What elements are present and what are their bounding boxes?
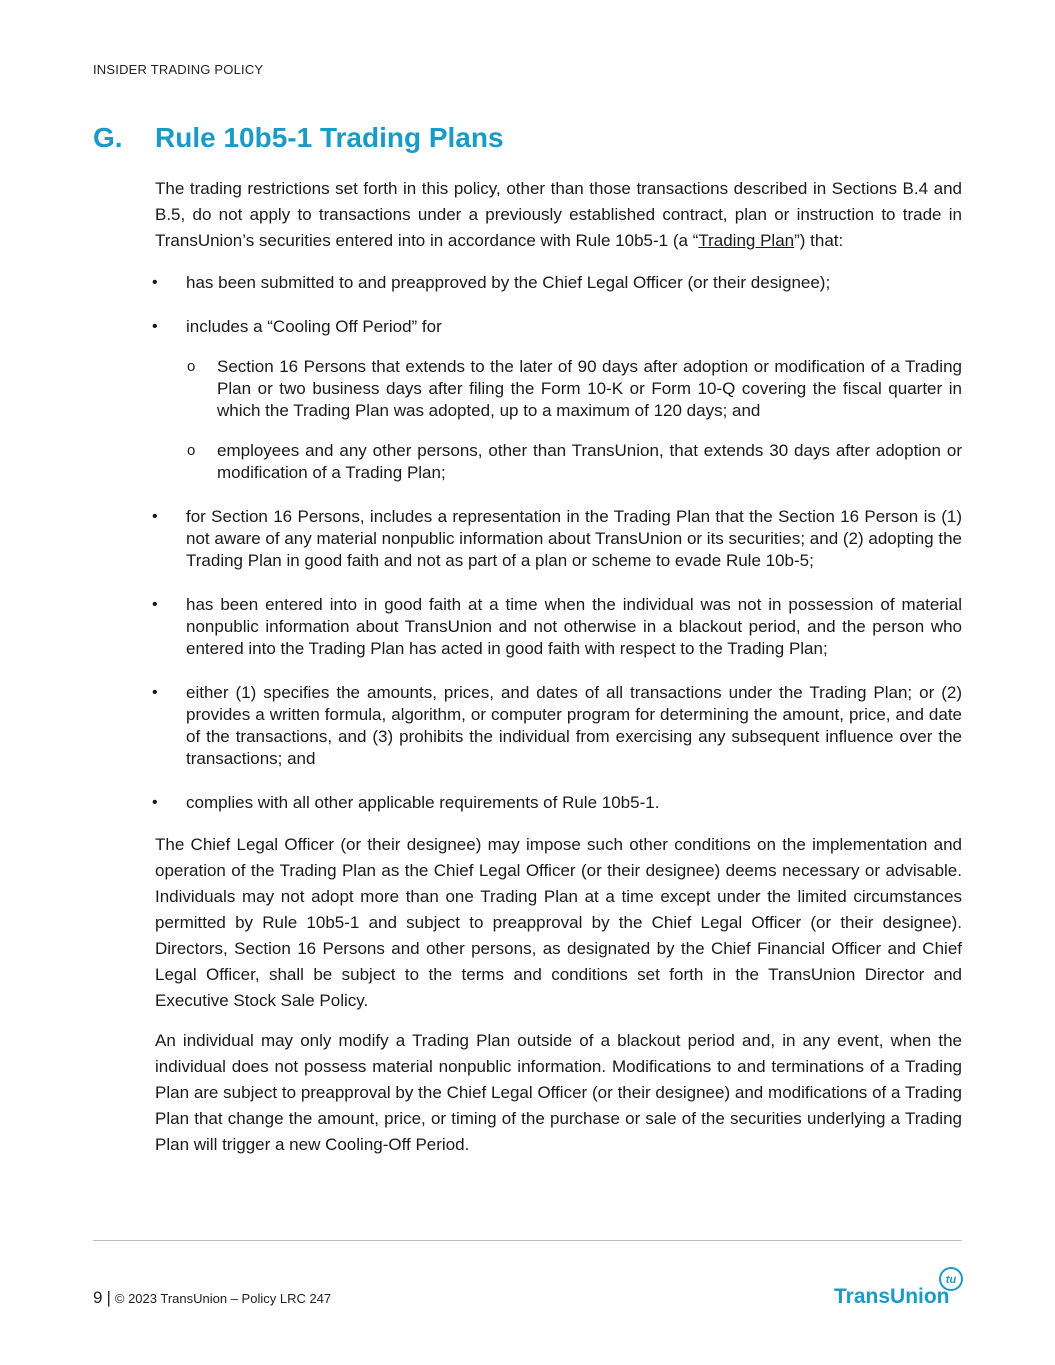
- running-header: INSIDER TRADING POLICY: [93, 62, 264, 77]
- defined-term-trading-plan: Trading Plan: [698, 231, 795, 250]
- section-title: Rule 10b5-1 Trading Plans: [155, 122, 504, 153]
- bullet-dot-icon: •: [152, 684, 158, 701]
- footer-info: [93, 1288, 331, 1308]
- list-item: • has been submitted to and preapproved by the Chief Legal Officer (or their designee);: [152, 273, 831, 292]
- section-body: [152, 176, 962, 1172]
- section-letter: G.: [93, 122, 123, 153]
- bullet-dot-icon: •: [152, 508, 158, 525]
- intro-paragraph: The trading restrictions set forth in this policy, other than those transactions described in Sections B.4 and B.5, do not apply to transactions under a previously established contract, plan or instruction to trade in TransUnion’s securities entered into in accordance with Rule 10b5-1 (a “Trading Plan”) that:: [155, 179, 962, 250]
- transunion-logo: [832, 1266, 964, 1310]
- hollow-circle-icon: o: [187, 442, 196, 459]
- logo-mark: tu: [945, 1274, 957, 1286]
- bullet-dot-icon: •: [152, 318, 158, 335]
- list-item: • has been entered into in good faith at a time when the individual was not in possession of material nonpublic information about TransUnion and not otherwise in a blackout period, and the person who entered into the Trading Plan has acted in good faith with respect to the Trading Plan;: [152, 595, 962, 658]
- bullet-dot-icon: •: [152, 794, 158, 811]
- cooling-off-sublist: [186, 356, 962, 484]
- requirements-list: [152, 272, 962, 814]
- sub-list-item: o Section 16 Persons that extends to the later of 90 days after adoption or modification of a Trading Plan or two business days after filing the Form 10-K or Form 10-Q covering the fiscal quarter in which the Trading Plan was adopted, up to a maximum of 120 days; and: [187, 357, 962, 420]
- footer-separator: |: [106, 1288, 111, 1307]
- closing-paragraphs: [155, 832, 962, 1158]
- bullet-dot-icon: •: [152, 274, 158, 291]
- sub-list-item: o employees and any other persons, other than TransUnion, that extends 30 days after adoption or modification of a Trading Plan;: [187, 441, 962, 482]
- bullet-dot-icon: •: [152, 596, 158, 613]
- list-item: • either (1) specifies the amounts, prices, and dates of all transactions under the Trading Plan; or (2) provides a written formula, algorithm, or computer program for determining the amount, price, and date of the transactions, and (3) prohibits the individual from exercising any subsequent influence over the transactions; and: [152, 683, 962, 768]
- footer-divider: [93, 1240, 962, 1241]
- modification-paragraph: An individual may only modify a Trading Plan outside of a blackout period and, in any event, when the individual does not possess material nonpublic information. Modifications to and terminations of a Trading Plan are subject to preapproval by the Chief Legal Officer (or their designee) and modifications of a Trading Plan that change the amount, price, or timing of the purchase or sale of the securities underlying a Trading Plan will trigger a new Cooling-Off Period.: [155, 1031, 962, 1154]
- copyright-text: © 2023 TransUnion – Policy LRC 247: [114, 1291, 332, 1306]
- section-heading: [93, 122, 504, 154]
- list-item: • complies with all other applicable requirements of Rule 10b5-1.: [152, 793, 660, 812]
- conditions-paragraph: The Chief Legal Officer (or their designee) may impose such other conditions on the implementation and operation of the Trading Plan as the Chief Legal Officer (or their designee) deems necessary or advisable. Individuals may not adopt more than one Trading Plan at a time except under the limited circumstances permitted by Rule 10b5-1 and subject to preapproval by the Chief Legal Officer (or their designee). Directors, Section 16 Persons and other persons, as designated by the Chief Financial Officer and Chief Legal Officer, shall be subject to the terms and conditions set forth in the TransUnion Director and Executive Stock Sale Policy.: [155, 835, 962, 1010]
- list-item: • for Section 16 Persons, includes a representation in the Trading Plan that the Section 16 Person is (1) not aware of any material nonpublic information about TransUnion or its securities; and (2) adopting the Trading Plan in good faith and not as part of a plan or scheme to evade Rule 10b-5;: [152, 507, 962, 570]
- page-number: 9: [93, 1288, 103, 1307]
- logo-wordmark: TransUnion: [834, 1285, 950, 1308]
- list-item: • includes a “Cooling Off Period” for o Section 16 Persons that extends to the later of 90 days after adoption or modification of a Trading Plan or two business days after filing the Form 10-K or Form 10-Q covering the fiscal quarter in which the Trading Plan was adopted, up to a maximum of 120 days; and o employees and any other persons, other than TransUnion, that extends 30 days after adoption or modification of a Trading Plan;: [152, 317, 962, 482]
- hollow-circle-icon: o: [187, 358, 196, 375]
